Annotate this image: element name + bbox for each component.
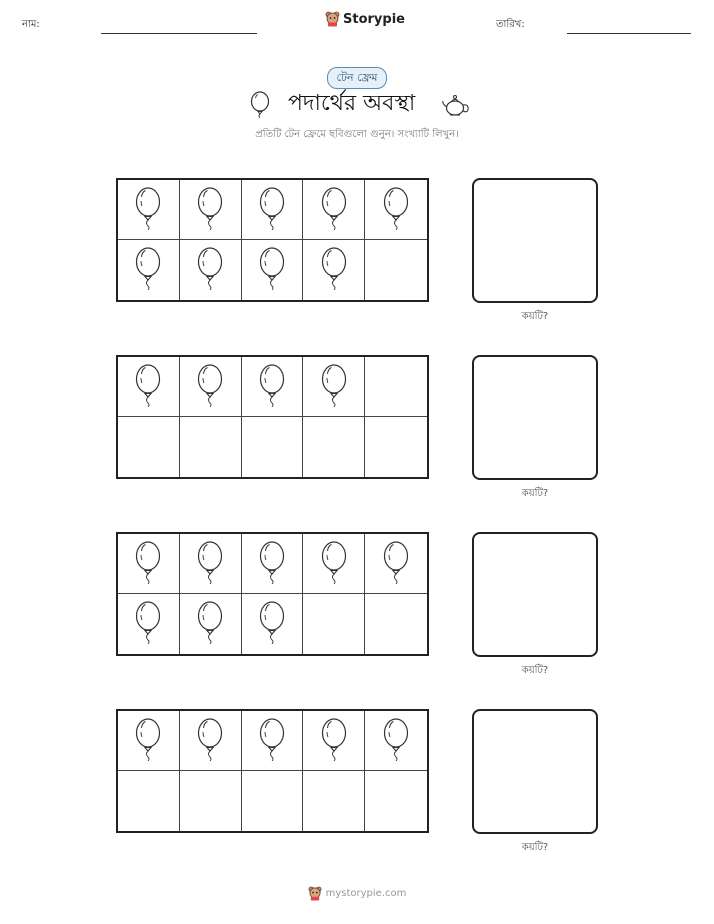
ten-frame-cell	[118, 534, 180, 594]
answer-box[interactable]	[472, 532, 598, 657]
instructions: প্রতিটি টেন ফ্রেমে ছবিগুলো গুনুন। সংখ্যাটি লিখুন।	[255, 129, 459, 140]
balloon-icon	[381, 186, 411, 234]
balloon-icon	[257, 717, 287, 765]
mascot-icon	[308, 886, 322, 901]
balloon-icon	[319, 186, 349, 234]
name-label: নাম:	[22, 19, 40, 30]
ten-frame-cell	[242, 417, 304, 477]
balloon-icon	[133, 717, 163, 765]
ten-frame-cell	[303, 534, 365, 594]
ten-frame-2	[116, 355, 429, 479]
balloon-icon	[195, 186, 225, 234]
ten-frame-cell	[303, 417, 365, 477]
balloon-icon	[257, 246, 287, 294]
footer-url[interactable]: mystorypie.com	[325, 888, 407, 899]
ten-frame-cell	[365, 711, 427, 771]
balloon-icon	[381, 717, 411, 765]
answer-box[interactable]	[472, 178, 598, 303]
ten-frame-cell	[303, 240, 365, 300]
ten-frame-cell	[242, 771, 304, 831]
balloon-icon	[249, 91, 271, 119]
answer-box[interactable]	[472, 709, 598, 834]
brand-name: Storypie	[343, 11, 405, 27]
ten-frame-cell	[118, 240, 180, 300]
ten-frame-cell	[365, 417, 427, 477]
page-title: পদার্থের অবস্থা	[288, 91, 416, 116]
ten-frame-3	[116, 532, 429, 656]
ten-frame-cell	[180, 711, 242, 771]
balloon-icon	[257, 186, 287, 234]
ten-frame-cell	[303, 594, 365, 654]
balloon-icon	[195, 540, 225, 588]
answer-caption: কয়টি?	[521, 311, 549, 322]
topic-badge: টেন ফ্রেম	[327, 67, 387, 89]
answer-caption: কয়টি?	[521, 665, 549, 676]
balloon-icon	[133, 363, 163, 411]
ten-frame-cell	[303, 357, 365, 417]
balloon-icon	[319, 363, 349, 411]
ten-frame-cell	[118, 771, 180, 831]
ten-frame-cell	[365, 240, 427, 300]
ten-frame-cell	[242, 534, 304, 594]
balloon-icon	[257, 540, 287, 588]
date-field[interactable]	[567, 33, 691, 34]
balloon-icon	[195, 246, 225, 294]
balloon-icon	[257, 363, 287, 411]
ten-frame-cell	[242, 711, 304, 771]
ten-frame-cell	[118, 180, 180, 240]
ten-frame-cell	[303, 711, 365, 771]
ten-frame-cell	[242, 180, 304, 240]
ten-frame-cell	[365, 357, 427, 417]
ten-frame-cell	[118, 594, 180, 654]
footer	[0, 886, 714, 901]
balloon-icon	[257, 600, 287, 648]
ten-frame-cell	[180, 417, 242, 477]
balloon-icon	[319, 246, 349, 294]
ten-frame-cell	[118, 417, 180, 477]
ten-frame-cell	[242, 357, 304, 417]
ten-frame-cell	[118, 357, 180, 417]
ten-frame-cell	[365, 534, 427, 594]
ten-frame-cell	[180, 534, 242, 594]
ten-frame-cell	[303, 180, 365, 240]
balloon-icon	[133, 186, 163, 234]
balloon-icon	[133, 246, 163, 294]
ten-frame-cell	[365, 594, 427, 654]
ten-frame-cell	[242, 240, 304, 300]
brand-logo	[325, 11, 405, 27]
balloon-icon	[195, 363, 225, 411]
teapot-icon	[441, 92, 471, 118]
balloon-icon	[133, 600, 163, 648]
ten-frame-cell	[180, 240, 242, 300]
name-field[interactable]	[101, 33, 257, 34]
answer-caption: কয়টি?	[521, 488, 549, 499]
ten-frame-cell	[365, 180, 427, 240]
ten-frame-cell	[365, 771, 427, 831]
ten-frame-cell	[180, 357, 242, 417]
balloon-icon	[195, 600, 225, 648]
date-label: তারিখ:	[496, 19, 525, 30]
ten-frame-cell	[118, 711, 180, 771]
balloon-icon	[381, 540, 411, 588]
ten-frame-1	[116, 178, 429, 302]
ten-frame-cell	[303, 771, 365, 831]
balloon-icon	[133, 540, 163, 588]
ten-frame-cell	[180, 771, 242, 831]
ten-frame-4	[116, 709, 429, 833]
ten-frame-cell	[180, 180, 242, 240]
answer-caption: কয়টি?	[521, 842, 549, 853]
answer-box[interactable]	[472, 355, 598, 480]
balloon-icon	[319, 717, 349, 765]
balloon-icon	[195, 717, 225, 765]
balloon-icon	[319, 540, 349, 588]
mascot-icon	[325, 11, 340, 27]
ten-frame-cell	[180, 594, 242, 654]
ten-frame-cell	[242, 594, 304, 654]
